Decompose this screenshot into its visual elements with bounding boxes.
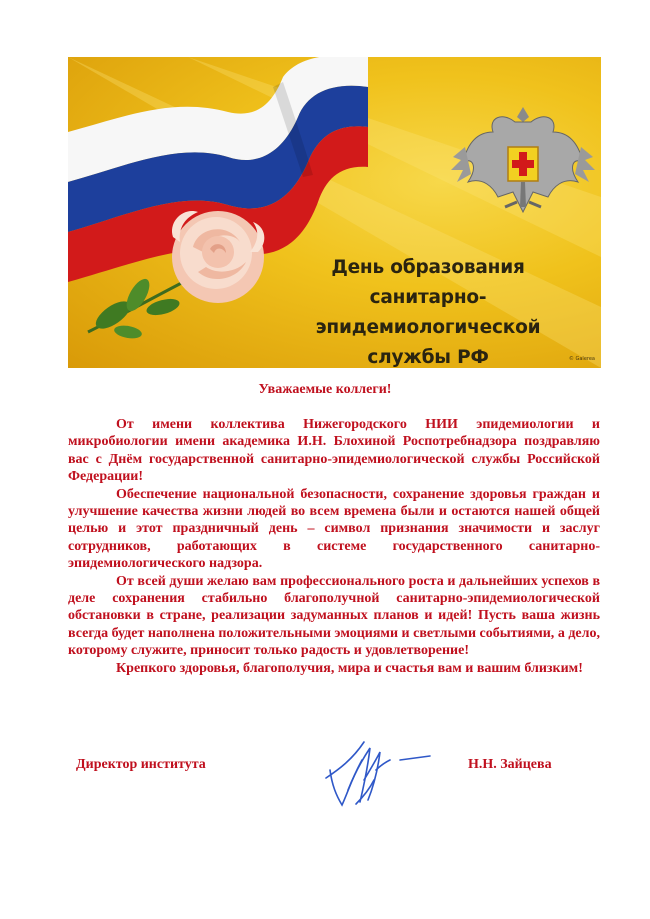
image-credit: © Galerea: [568, 356, 595, 362]
letter-greeting: Уважаемые коллеги!: [258, 382, 392, 397]
signatory-name: Н.Н. Зайцева: [468, 757, 552, 772]
letter-body: [68, 416, 600, 677]
banner-title-line-3: службы РФ: [367, 347, 489, 368]
letter-paragraph-3: От всей души желаю вам профессионального роста и дальнейших успехов в деле сохранения стабильно благополучной санитарно-эпидемиологической обстановки в стране, реализации задуманных планов и идей! Пусть ваша жизнь всегда будет наполнена положительными эмоциями и светлыми событиями, а дело, которому служите, приносит только радость и удовлетворение!: [68, 573, 600, 659]
letter-paragraph-2: Обеспечение национальной безопасности, сохранение здоровья граждан и улучшение качества жизни людей во всем времена были и остаются нашей общей целью и этот праздничный день – символ признания значимости и заслуг сотрудников, работающих в системе государственного санитарно-эпидемиологического надзора.: [68, 486, 600, 572]
signature-icon: [318, 730, 438, 815]
holiday-banner: [68, 57, 601, 368]
letter-paragraph-1: От имени коллектива Нижегородского НИИ эпидемиологии и микробиологии имени академика И.Н. Блохиной Роспотребнадзора поздравляю вас с Днём государственной санитарно-эпидемиологической службы Российской Федерации!: [68, 417, 600, 485]
signatory-title: Директор института: [76, 757, 206, 772]
banner-title-line-1: День образования: [331, 257, 525, 278]
letter-paragraph-4: Крепкого здоровья, благополучия, мира и счастья вам и вашим близким!: [116, 660, 583, 676]
banner-title: [268, 253, 588, 368]
banner-title-line-2: санитарно-эпидемиологической: [315, 287, 541, 338]
